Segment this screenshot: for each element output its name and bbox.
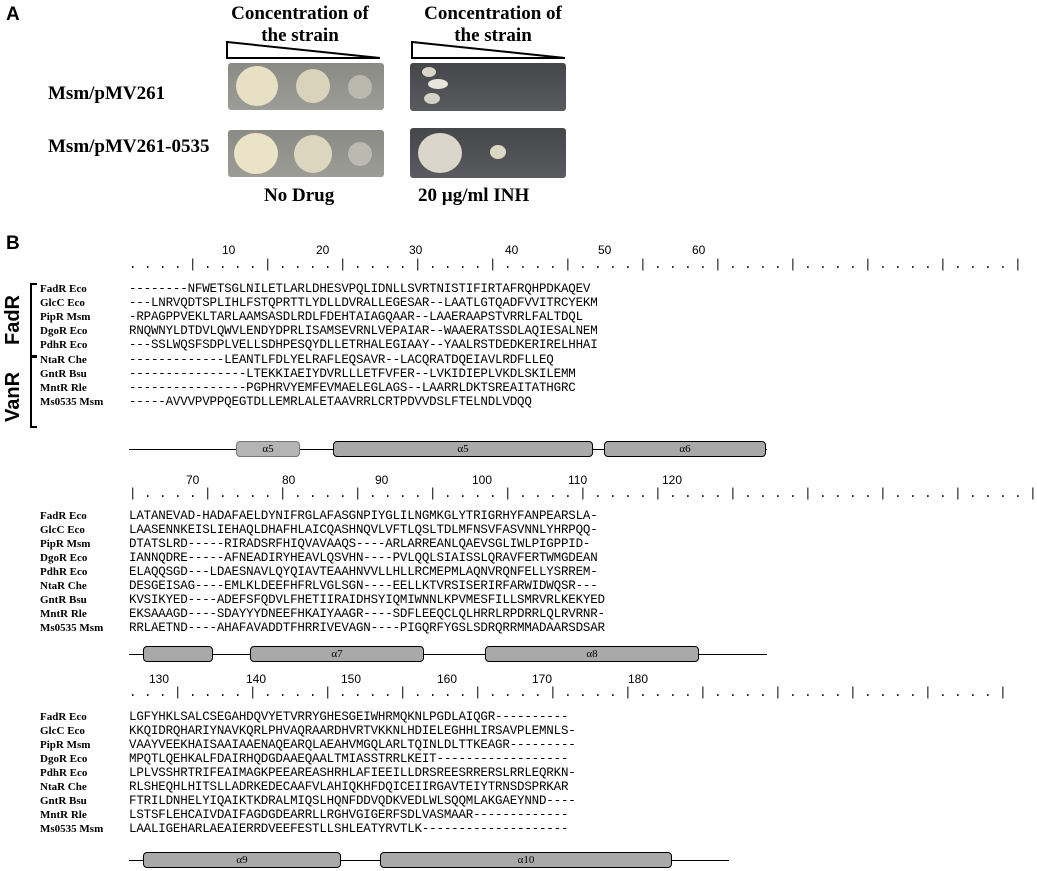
sequence-name: PdhR Eco <box>40 339 88 351</box>
ruler-number: 120 <box>662 473 683 487</box>
ruler-number: 90 <box>375 473 389 487</box>
sequence-name: DgoR Eco <box>40 552 88 564</box>
plate-inh-row1 <box>410 63 566 111</box>
dilution-triangle-left <box>225 40 385 60</box>
helix-marker: α9 <box>143 852 341 868</box>
ruler-number: 10 <box>222 243 236 257</box>
sequence-row: LPLVSSHRTRIFEAIMAGKPEEAREASHRHLAFIEEILLDRSREESRRERSLRRLEQRKN- <box>129 766 576 780</box>
ruler-number: 140 <box>246 672 267 686</box>
concentration-line1: Concentration of <box>231 3 369 24</box>
sequence-row: VAAYVEEKHAISAAIAAENAQEARQLAEAHVMGQLARLTQINLDLTTKEAGR--------- <box>129 738 576 752</box>
sequence-name: DgoR Eco <box>40 325 88 337</box>
concentration-line2: the strain <box>454 25 532 46</box>
sequence-name: MntR Rle <box>40 809 87 821</box>
ruler-number: 150 <box>341 672 362 686</box>
sequence-name: NtaR Che <box>40 354 87 366</box>
ruler-number: 110 <box>568 473 588 487</box>
sequence-row: DESGEISAG----EMLKLDEEFHFRLVGLSGN----EELLKTVRSISERIRFARWIDWQSR--- <box>129 579 598 593</box>
sequence-row: ----------------PGPHRVYEMFEVMAELEGLAGS--LAARRLDKTSREAITATHGRC <box>129 381 576 395</box>
ruler-number: 20 <box>316 243 330 257</box>
sequence-row: KKQIDRQHARIYNAVKQRLPHVAQRAARDHVRTVKKNLHDIELEGHHLIRSAVPLEMNLS- <box>129 724 576 738</box>
helix-marker: α6 <box>604 441 766 457</box>
sequence-name: NtaR Che <box>40 580 87 592</box>
sequence-row: DTATSLRD-----RIRADSRFHIQVAVAAQS----ARLARREANLQAEVSGLIWLPIGPPID- <box>129 537 591 551</box>
ruler-number: 40 <box>505 243 519 257</box>
ruler-number: 170 <box>532 672 553 686</box>
sequence-name: Ms0535 Msm <box>40 396 104 408</box>
group-label-fadr: FadR <box>2 295 24 345</box>
sequence-name: MntR Rle <box>40 382 87 394</box>
plate-no-drug-row2 <box>228 130 384 177</box>
sequence-row: FTRILDNHELYIQAIKTKDRALMIQSLHQNFDDVQDKVEDLWLSQQMLAKGAEYNND---- <box>129 794 576 808</box>
helix-marker: α7 <box>250 646 424 662</box>
sequence-row: -RPAGPPVEKLTARLAAMSASDLRDLFDEHTAIAGQAAR--LAAERAAPSTVRRLFALTDQL <box>129 310 583 324</box>
fadr-bracket <box>30 283 37 357</box>
ruler-number: 160 <box>437 672 458 686</box>
sequence-row: RRLAETND----AHAFAVADDTFHRRIVEVAGN----PIGQRFYGSLSDRQRRMMADAARSDSAR <box>129 621 605 635</box>
sequence-name: NtaR Che <box>40 781 87 793</box>
sequence-name: Ms0535 Msm <box>40 622 104 634</box>
sequence-row: ELAQQSGD---LDAESNAVLQYQIAVTEAAHNVVLLHLLRCMEPMLAQNVRQNFELLYSRREM- <box>129 565 598 579</box>
sequence-name: Ms0535 Msm <box>40 823 104 835</box>
sequence-row: RLSHEQHLHITSLLADRKEDECAAFVLAHIQKHFDQICEIIRGAVTEIYTRNSDSPRKAR <box>129 780 569 794</box>
sequence-name: PdhR Eco <box>40 767 88 779</box>
sequence-name: PipR Msm <box>40 538 91 550</box>
sequence-row: ---LNRVQDTSPLIHLFSTQPRTTLYDLLDVRALLEGESAR--LAATLGTQADFVVITRCYEKM <box>129 296 598 310</box>
ruler-number: 30 <box>409 243 423 257</box>
sequence-name: FadR Eco <box>40 510 87 522</box>
sequence-row: LATANEVAD-HADAFAELDYNIFRGLAFASGNPIYGLILNGMKGLYTRIGRHYFANPEARSLA- <box>129 509 598 523</box>
ruler-ticks: . . . | . . . . | . . . . | . . . . | . . . . | . . . . | . . . . | . . . . | . . . . | . . . . | . . . . | . . . . | <box>129 686 1007 700</box>
ruler-number: 70 <box>186 473 200 487</box>
sequence-row: IANNQDRE-----AFNEADIRYHEAVLQSVHN----PVLQQLSIAISSLQRAVFERTWMGDEAN <box>129 551 598 565</box>
plate-inh-row2 <box>410 128 566 178</box>
condition-no-drug: No Drug <box>264 185 335 206</box>
sequence-name: PipR Msm <box>40 311 91 323</box>
sequence-name: DgoR Eco <box>40 753 88 765</box>
sequence-name: GlcC Eco <box>40 297 85 309</box>
ruler-ticks: | . . . . | . . . . | . . . . | . . . . | . . . . | . . . . | . . . . | . . . . | . . . . | . . . . | . . . . | . . . . | <box>129 487 1037 501</box>
ruler-number: 130 <box>149 672 170 686</box>
sequence-row: ----------------LTEKKIAEIYDVRLLLETFVFER--LVKIDIEPLVKDLSKILEMM <box>129 367 576 381</box>
ruler-number: 50 <box>598 243 612 257</box>
sequence-name: GntR Bsu <box>40 368 87 380</box>
sequence-name: MntR Rle <box>40 608 87 620</box>
sequence-name: GntR Bsu <box>40 594 87 606</box>
sequence-row: -----AVVVPVPPQEGTDLLEMRLALETAAVRRLCRTPDVVDSLFTELNDLVDQQ <box>129 395 532 409</box>
sequence-name: GlcC Eco <box>40 524 85 536</box>
sequence-name: FadR Eco <box>40 711 87 723</box>
sequence-row: LGFYHKLSALCSEGAHDQVYETVRRYGHESGEIWHRMQKNLPGDLAIQGR---------- <box>129 710 569 724</box>
condition-inh: 20 µg/ml INH <box>418 185 530 206</box>
concentration-line1: Concentration of <box>424 3 562 24</box>
sequence-name: PipR Msm <box>40 739 91 751</box>
sequence-row: LAASENNKEISLIEHAQLDHAFHLAICQASHNQVLVFTLQSLTDLMFNSVFASVNNLYHRPQQ- <box>129 523 598 537</box>
sequence-name: GlcC Eco <box>40 725 85 737</box>
helix-marker: α8 <box>485 646 699 662</box>
sequence-row: EKSAAAGD----SDAYYYDNEEFHKAIYAAGR----SDFLEEQCLQLHRRLRPDRRLQLRVRNR- <box>129 607 605 621</box>
helix-marker: α5 <box>236 441 300 457</box>
ruler-number: 80 <box>282 473 296 487</box>
concentration-line2: the strain <box>261 25 339 46</box>
group-label-vanr: VanR <box>2 371 24 422</box>
dilution-triangle-right <box>410 40 570 60</box>
sequence-name: GntR Bsu <box>40 795 87 807</box>
sequence-name: FadR Eco <box>40 283 87 295</box>
helix-marker: α10 <box>380 852 672 868</box>
plate-no-drug-row1 <box>228 63 384 110</box>
ruler-number: 60 <box>692 243 706 257</box>
vanr-bracket <box>30 356 37 428</box>
row-label-pmv261-0535: Msm/pMV261-0535 <box>48 136 210 157</box>
sequence-row: -------------LEANTLFDLYELRAFLEQSAVR--LACQRATDQEIAVLRDFLLEQ <box>129 353 554 367</box>
panel-b-label: B <box>6 233 20 254</box>
row-label-pmv261: Msm/pMV261 <box>48 83 166 104</box>
sequence-row: LSTSFLEHCAIVDAIFAGDGDEARRLLRGHVGIGERFSDLVASMAAR------------- <box>129 808 569 822</box>
sequence-row: KVSIKYED----ADEFSFQDVLFHETIIRAIDHSYIQMIWNNLKPVMESFILLSMRVRLKEKYED <box>129 593 605 607</box>
sequence-row: MPQTLQEHKALFDAIRHQDGDAAEQAALTMIASSTRRLKEIT------------------ <box>129 752 569 766</box>
helix-marker-unlabeled <box>143 646 213 662</box>
helix-marker: α5 <box>333 441 593 457</box>
ruler-number: 180 <box>628 672 649 686</box>
sequence-row: --------NFWETSGLNILETLARLDHESVPQLIDNLLSVRTNISTIFIRTAFRQHPDKAQEV <box>129 282 591 296</box>
ruler-ticks: . . . . | . . . . | . . . . | . . . . | . . . . | . . . . | . . . . | . . . . | . . . . | . . . . | . . . . | . . . . | <box>129 258 1022 272</box>
panel-a-label: A <box>6 4 20 25</box>
sequence-row: LAALIGEHARLAEAIERRDVEEFESTLLSHLEATYRVTLK-------------------- <box>129 822 569 836</box>
sequence-row: RNQWNYLDTDVLQWVLENDYDPRLISAMSEVRNLVEPAIAR--WAAERATSSDLAQIESALNEM <box>129 324 598 338</box>
sequence-row: ---SSLWQSFSDPLVELLSDHPESQYDLLETRHALEGIAAY--YAALRSTDEDKERIRELHHAI <box>129 338 598 352</box>
sequence-name: PdhR Eco <box>40 566 88 578</box>
ruler-number: 100 <box>472 473 493 487</box>
